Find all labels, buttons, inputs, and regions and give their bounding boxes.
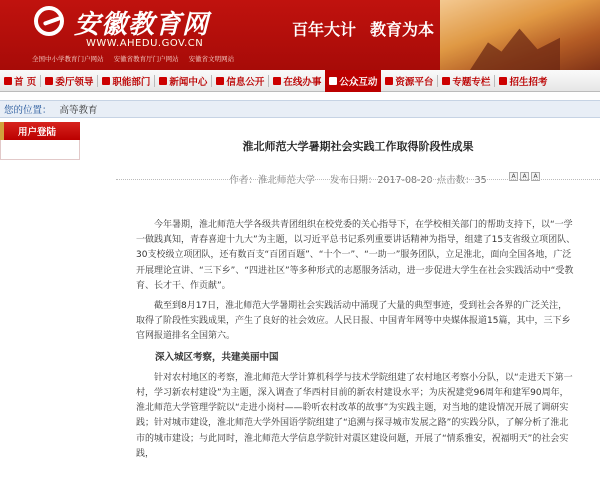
nav-label: 在线办事 [283, 76, 322, 88]
article-hits: 点击数：35 [436, 175, 487, 186]
nav-item-info[interactable] [212, 70, 268, 92]
topics-icon [442, 77, 450, 85]
article-paragraph: 针对农村地区的考察，淮北师范大学计算机科学与技术学院组建了农村地区考察小分队，以“走进天下第一村，学习新农村建设”为主题，深入调查了华西村目前的新农村建设水平；为庆祝建党96周年和建军90周年，淮北师范大学管理学院以“走进小岗村——聆听农村改革的故事”为实践主题，对当地的建设情况开展了调研实践；针对城市建设，淮北师范大学外国语学院组建了“追溯与探寻城市发展之路”的实践分队，了解分析了淮北市的城市建设；与此同时，淮北师范大学信息学院针对震区建设问题，开展了“情系雅安，祝福明天”的社会实践， [136, 372, 573, 459]
font-medium-button[interactable]: A [520, 172, 529, 181]
nav-label: 专题专栏 [452, 76, 491, 88]
nav-label: 委厅领导 [55, 76, 94, 88]
nav-label: 首 页 [14, 76, 37, 88]
site-header-banner [0, 0, 600, 70]
site-url: WWW.AHEDU.GOV.CN [86, 38, 204, 49]
nav-item-online-service[interactable] [269, 70, 325, 92]
sidebar [0, 122, 80, 502]
home-icon [4, 77, 12, 85]
nav-label: 招生招考 [509, 76, 548, 88]
article-body [136, 218, 576, 467]
header-foot-links [32, 54, 242, 63]
nav-label: 职能部门 [112, 76, 151, 88]
departments-icon [102, 77, 110, 85]
interaction-icon [329, 77, 337, 85]
nav-label: 公众互动 [339, 76, 378, 88]
foot-link: 安徽省教育厅门户网站 [113, 55, 179, 63]
breadcrumb-current[interactable]: 高等教育 [59, 105, 98, 116]
section-heading: 深入城区考察，共建美丽中国 [155, 351, 279, 363]
font-large-button[interactable]: A [509, 172, 518, 181]
article-divider [116, 179, 600, 180]
slogan-part: 教育为本 [370, 20, 435, 39]
nav-label: 信息公开 [226, 76, 265, 88]
nav-item-home[interactable] [0, 70, 40, 92]
login-panel-body [0, 140, 80, 160]
news-icon [159, 77, 167, 85]
service-icon [273, 77, 281, 85]
site-name[interactable]: 安徽教育网 [74, 10, 210, 40]
header-slogan [292, 17, 434, 40]
admissions-icon [499, 77, 507, 85]
article-author: 作者：淮北师范大学 [229, 175, 315, 186]
breadcrumb [0, 100, 600, 118]
font-small-button[interactable]: A [531, 172, 540, 181]
article-paragraph: 截至到8月17日，淮北师范大学暑期社会实践活动中涌现了大量的典型事迹，受到社会各界的广泛关注，取得了阶段性实践成果，产生了良好的社会效应。人民日报、中国青年网等中央媒体报道15篇，其中，三下乡官网报道排名全国第六。 [136, 301, 571, 342]
header-landscape-image [440, 0, 600, 70]
leaders-icon [45, 77, 53, 85]
article-date: 发布日期：2017-08-20 [329, 175, 433, 186]
nav-item-resources[interactable] [381, 70, 437, 92]
slogan-part: 百年大计 [292, 20, 357, 39]
nav-item-topics[interactable] [438, 70, 494, 92]
article-paragraph: 今年暑期，淮北师范大学各级共青团组织在校党委的关心指导下，在学校相关部门的帮助支持下，以“一学一做践真知，青春喜迎十九大”为主题，以习近平总书记系列重要讲话精神为指导，组建了15支省级立项团队、30支校级立项团队，还有数百支“百团百题”、“十个一”、“一助一”服务团队，立足淮北，面向全国各地，广泛开展理论宣讲、“三下乡”、“四进社区”等多种形式的志愿服务活动，进一步促进大学生在社会实践活动中“受教育、长才干、作贡献”。 [136, 220, 576, 291]
article [116, 128, 600, 459]
resources-icon [385, 77, 393, 85]
nav-label: 资源平台 [395, 76, 434, 88]
nav-label: 新闻中心 [169, 76, 208, 88]
site-logo-icon[interactable] [34, 6, 64, 36]
article-title: 淮北师范大学暑期社会实践工作取得阶段性成果 [242, 140, 474, 153]
breadcrumb-label: 您的位置： [4, 105, 52, 116]
foot-link: 安徽省文明网站 [188, 55, 235, 63]
nav-item-departments[interactable] [98, 70, 154, 92]
nav-item-leaders[interactable] [41, 70, 97, 92]
info-icon [216, 77, 224, 85]
login-panel-title[interactable]: 用户登陆 [0, 122, 80, 140]
foot-link: 全国中小学教育门户网站 [32, 55, 104, 63]
nav-item-public-interaction[interactable] [325, 70, 381, 92]
nav-item-admissions[interactable] [495, 70, 551, 92]
main-nav [0, 70, 600, 92]
nav-item-news[interactable] [155, 70, 211, 92]
